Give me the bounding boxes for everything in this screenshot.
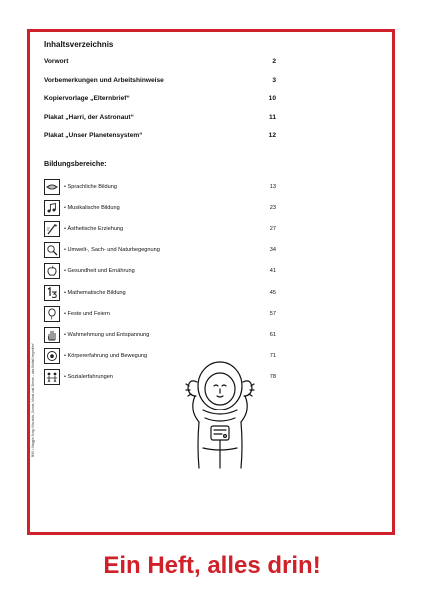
area-item[interactable] xyxy=(44,176,276,197)
area-page: 45 xyxy=(269,289,276,296)
area-label: • Körpererfahrung und Bewegung xyxy=(64,353,148,360)
area-item[interactable] xyxy=(44,282,276,303)
area-item[interactable] xyxy=(44,240,276,261)
area-label: • Umwelt-, Sach- und Naturbegegnung xyxy=(64,247,160,254)
toc-entry-label: Kopiervorlage „Elternbrief“ xyxy=(44,95,130,103)
area-item[interactable] xyxy=(44,324,276,345)
children-icon xyxy=(44,369,60,385)
area-page: 61 xyxy=(269,331,276,338)
astronaut-illustration xyxy=(175,352,265,470)
toc-entry[interactable] xyxy=(44,95,276,114)
toc-entry-page: 3 xyxy=(272,76,276,84)
toc-content xyxy=(44,40,276,388)
area-item[interactable] xyxy=(44,218,276,239)
toc-title: Inhaltsverzeichnis xyxy=(44,40,114,49)
area-item[interactable] xyxy=(44,197,276,218)
toc-entry[interactable] xyxy=(44,58,276,77)
ball-icon xyxy=(44,348,60,364)
toc-entry[interactable] xyxy=(44,132,276,151)
side-credit: BVK • Maggie Jung: Kita aktiv „Sonne, Mond und Sterne – das Weltall begreifen“ xyxy=(31,343,35,457)
area-page: 23 xyxy=(269,204,276,211)
area-page: 78 xyxy=(269,374,276,381)
toc-entry-label: Plakat „Unser Planetensystem“ xyxy=(44,132,143,140)
area-label: • Mathematische Bildung xyxy=(64,289,126,296)
area-label: • Wahrnehmung und Entspannung xyxy=(64,331,150,338)
balloon-icon xyxy=(44,306,60,322)
area-label: • Gesundheit und Ernährung xyxy=(64,268,135,275)
area-item[interactable] xyxy=(44,303,276,324)
hand-icon xyxy=(44,327,60,343)
area-label: • Ästhetische Erziehung xyxy=(64,225,124,232)
area-page: 27 xyxy=(269,225,276,232)
area-label: • Musikalische Bildung xyxy=(64,204,120,211)
toc-entry-page: 2 xyxy=(272,58,276,65)
toc-entry-page: 10 xyxy=(268,95,276,103)
area-page: 71 xyxy=(269,353,276,360)
area-item[interactable] xyxy=(44,261,276,282)
toc-entry-label: Vorwort xyxy=(44,58,69,65)
tagline: Ein Heft, alles drin! xyxy=(103,552,321,579)
area-label: • Sprachliche Bildung xyxy=(64,183,117,190)
area-page: 57 xyxy=(269,310,276,317)
music-notes-icon xyxy=(44,200,60,216)
magnifier-icon xyxy=(44,242,60,258)
apple-icon xyxy=(44,263,60,279)
toc-entry-page: 12 xyxy=(268,132,276,140)
area-page: 41 xyxy=(269,268,276,275)
paintbrush-icon xyxy=(44,221,60,237)
toc-entry[interactable] xyxy=(44,114,276,133)
area-page: 13 xyxy=(269,183,276,190)
lips-icon xyxy=(44,179,60,195)
toc-entry-page: 11 xyxy=(269,113,276,121)
numbers-icon xyxy=(44,285,60,301)
toc-entry-label: Vorbemerkungen und Arbeitshinweise xyxy=(44,76,164,84)
area-label: • Feste und Feiern xyxy=(64,310,110,317)
areas-title: Bildungsbereiche: xyxy=(44,158,107,168)
area-label: • Sozialerfahrungen xyxy=(64,374,113,381)
toc-entry[interactable] xyxy=(44,77,276,96)
toc-entry-label: Plakat „Harri, der Astronaut“ xyxy=(44,113,134,121)
area-page: 34 xyxy=(269,247,276,254)
